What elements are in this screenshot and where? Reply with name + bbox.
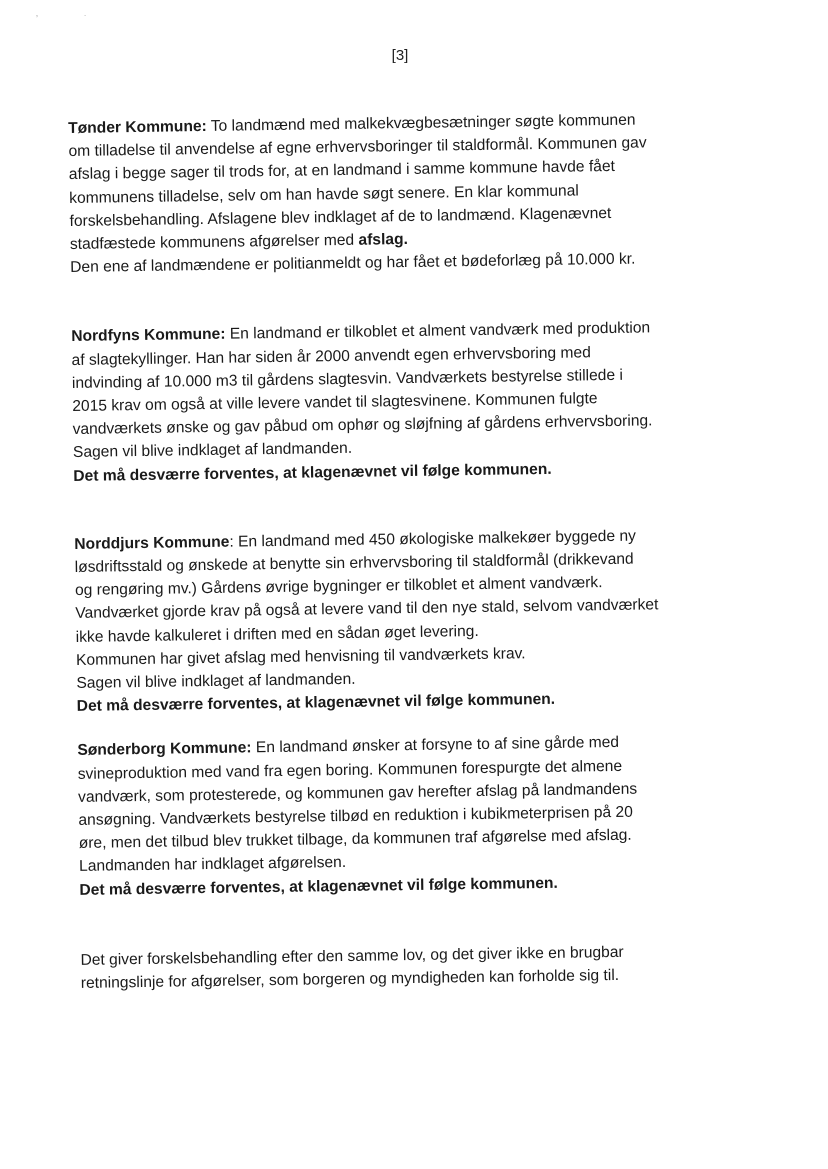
section-line: afslag i begge sager til trods for, at en landmand i samme kommune havde fået [68, 158, 616, 184]
section-line: indvinding af 10.000 m3 til gårdens slagtesvin. Vandværkets bestyrelse stillede i [71, 366, 624, 392]
section-line: vandværk, som protesterede, og kommunen gav herefter afslag på landmandens [77, 780, 638, 806]
section-line: om tilladelse til anvendelse af egne erhvervsboringer til staldformål. Kommunen gav [68, 134, 647, 161]
section-line: Nordfyns Kommune: En landmand er tilkoblet et alment vandværk med produktion [71, 319, 651, 346]
section-norddjurs [74, 523, 757, 719]
section-line: og rengøring mv.) Gårdens øvrige bygninger er tilkoblet et alment vandværk. [74, 574, 603, 600]
section-line: stadfæstede kommunens afgørelser med afslag. [69, 230, 409, 254]
section-line: Landmanden har indklaget afgørelsen. [78, 854, 347, 876]
scan-mark: ˙ [84, 14, 87, 24]
section-line: kommunens tilladelse, selv om han havde søgt senere. En klar kommunal [69, 182, 579, 207]
section-conclusion: Det må desværre forventes, at klagenævnet vil følge kommunen. [73, 460, 552, 485]
section-line: ansøgning. Vandværkets bestyrelse tilbød en reduktion i kubikmeterprisen på 20 [78, 803, 633, 829]
closing-paragraph [80, 939, 761, 995]
section-line: retningslinje for afgørelser, som borgeren og myndigheden kan forholde sig til. [80, 967, 620, 992]
section-line: svineproduktion med vand fra egen boring. Kommunen forespurgte det almene [77, 757, 623, 783]
page-number: [3] [391, 47, 409, 64]
section-conclusion: Det må desværre forventes, at klagenævnet vil følge kommunen. [76, 691, 556, 716]
section-heading: Norddjurs Kommune [74, 533, 230, 553]
section-line: af slagtekyllinger. Han har siden år 2000 anvendt egen erhvervsboring med [71, 343, 591, 369]
section-line: Tønder Kommune: To landmænd med malkekvægbesætninger søgte kommunen [68, 111, 636, 137]
section-line: Det giver forskelsbehandling efter den samme lov, og det giver ikke en brugbar [80, 943, 624, 969]
scan-mark: ʼ [36, 14, 38, 24]
section-line: 2015 krav om også at ville levere vandet til slagtesvinene. Kommunen fulgte [72, 390, 598, 415]
section-line: øre, men det tilbud blev trukket tilbage, da kommunen traf afgørelse med afslag. [78, 826, 632, 853]
emphasis-afslag: afslag. [358, 230, 409, 249]
section-line: Norddjurs Kommune: En landmand med 450 økologiske malkekøer byggede ny [74, 527, 637, 553]
section-line: Sagen vil blive indklaget af landmanden. [72, 440, 353, 462]
section-sonderborg [77, 729, 759, 901]
section-line: Vandværket gjorde krav på også at levere vand til den nye stald, selvom vandværket [75, 596, 659, 623]
section-nordfyns [71, 315, 753, 487]
section-heading: Nordfyns Kommune: [71, 326, 226, 346]
document-body [68, 107, 761, 995]
section-line: vandværkets ønske og gav påbud om ophør og sløjfning af gårdens erhvervsboring. [72, 412, 653, 439]
section-tonder [68, 107, 750, 279]
section-line: Kommunen har givet afslag med henvisning til vandværkets krav. [75, 645, 526, 669]
section-conclusion: Det må desværre forventes, at klagenævnet vil følge kommunen. [79, 874, 558, 899]
section-heading: Sønderborg Kommune: [77, 739, 252, 760]
section-line: Den ene af landmændene er politianmeldt og har fået et bødeforlæg på 10.000 kr. [70, 250, 636, 277]
section-heading: Tønder Kommune: [68, 117, 207, 137]
section-line: forskelsbehandling. Afslagene blev indklaget af de to landmænd. Klagenævnet [69, 204, 612, 230]
section-line: ikke havde kalkuleret i driften med en sådan øget levering. [75, 622, 479, 646]
section-line: Sagen vil blive indklaget af landmanden. [76, 670, 356, 692]
section-line: Sønderborg Kommune: En landmand ønsker at forsyne to af sine gårde med [77, 734, 620, 760]
section-line: løsdriftsstald og ønskede at benytte sin erhvervsboring til staldformål (drikkevand [74, 550, 634, 576]
